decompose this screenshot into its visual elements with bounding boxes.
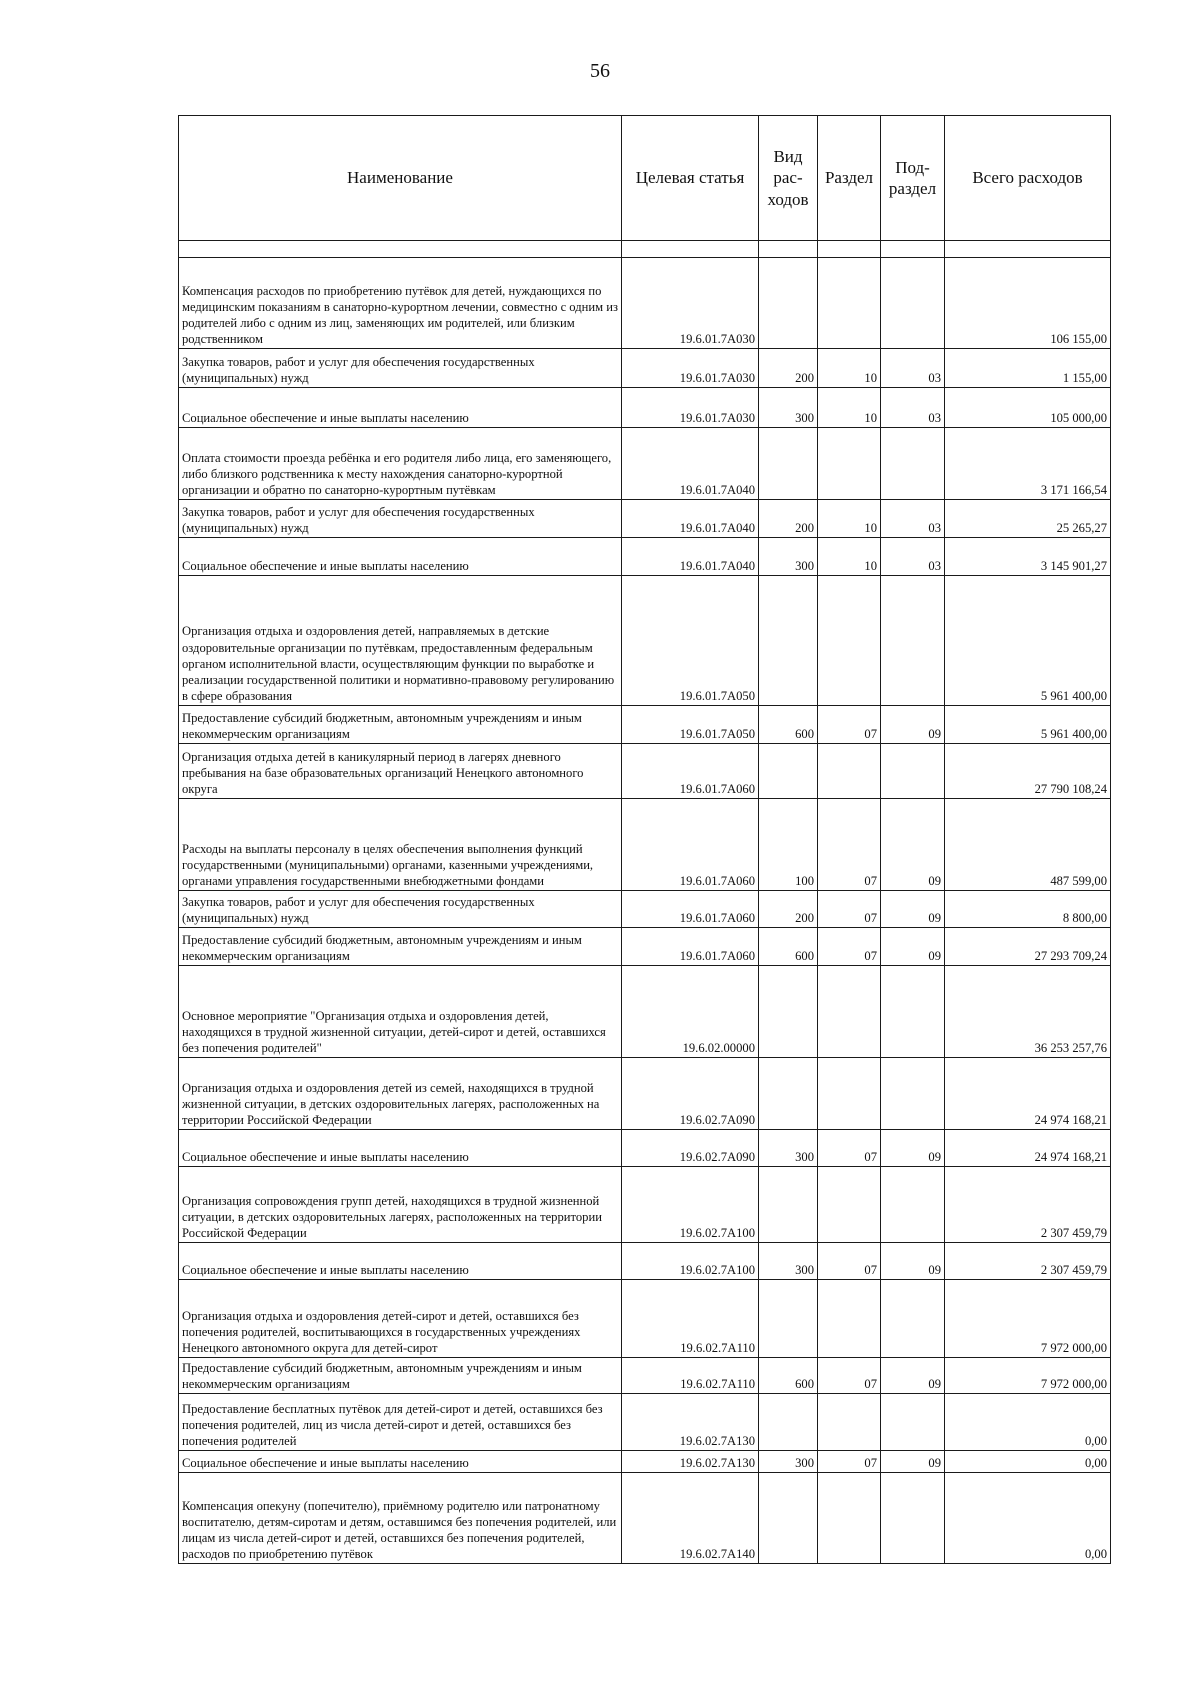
row-type: [759, 744, 818, 799]
table-row: [179, 966, 1111, 1058]
table-row: [179, 1243, 1111, 1280]
row-section: 07: [818, 1243, 881, 1280]
row-subsection: 03: [881, 538, 945, 576]
row-total: 24 974 168,21: [945, 1130, 1111, 1167]
row-total: 1 155,00: [945, 349, 1111, 388]
row-type: [759, 1394, 818, 1451]
row-code: 19.6.02.7А110: [622, 1358, 759, 1394]
row-section: 07: [818, 706, 881, 744]
row-section: [818, 1058, 881, 1130]
budget-table-body: [179, 258, 1111, 1564]
row-type: [759, 1058, 818, 1130]
row-total: 105 000,00: [945, 388, 1111, 428]
row-subsection: 09: [881, 1358, 945, 1394]
row-total: 36 253 257,76: [945, 966, 1111, 1058]
row-name: Организация сопровождения групп детей, находящихся в трудной жизненной ситуации, в детских оздоровительных лагерях, расположенных на территории Российской Федерации: [179, 1167, 622, 1243]
row-type: 200: [759, 349, 818, 388]
row-code: 19.6.01.7А050: [622, 576, 759, 706]
row-subsection: [881, 258, 945, 349]
header-row: [179, 116, 1111, 241]
row-subsection: [881, 1473, 945, 1564]
row-section: [818, 258, 881, 349]
header-type: [759, 116, 818, 241]
table-row: [179, 706, 1111, 744]
table-row: [179, 1280, 1111, 1358]
row-section: [818, 1280, 881, 1358]
row-type: 600: [759, 928, 818, 966]
row-type: 300: [759, 1451, 818, 1473]
table-row: [179, 576, 1111, 706]
row-section: 10: [818, 500, 881, 538]
row-name: Компенсация расходов по приобретению путёвок для детей, нуждающихся по медицинским показаниям в санаторно-курортном лечении, совместно с одним из родителей либо с одним из лиц, заменяющих им родителей, или близким родственником: [179, 258, 622, 349]
header-target: Целевая статья: [622, 116, 759, 241]
header-subsection: [881, 116, 945, 241]
row-subsection: 09: [881, 706, 945, 744]
row-total: 2 307 459,79: [945, 1243, 1111, 1280]
row-total: 27 293 709,24: [945, 928, 1111, 966]
row-name: Организация отдыха и оздоровления детей-сирот и детей, оставшихся без попечения родителей, воспитывающихся в государственных учреждениях Ненецкого автономного округа для детей-сирот: [179, 1280, 622, 1358]
row-subsection: 09: [881, 1451, 945, 1473]
row-name: Социальное обеспечение и иные выплаты населению: [179, 1130, 622, 1167]
row-type: [759, 1167, 818, 1243]
table-row: [179, 349, 1111, 388]
row-code: 19.6.02.7А130: [622, 1394, 759, 1451]
row-code: 19.6.02.7А090: [622, 1058, 759, 1130]
row-type: 200: [759, 500, 818, 538]
table-row: [179, 1394, 1111, 1451]
row-code: 19.6.01.7А030: [622, 349, 759, 388]
header-gap-row: [179, 241, 1111, 258]
row-subsection: 09: [881, 928, 945, 966]
row-total: 3 145 901,27: [945, 538, 1111, 576]
row-section: 07: [818, 928, 881, 966]
header-type-line1: Вид: [773, 147, 803, 167]
row-code: 19.6.01.7А040: [622, 500, 759, 538]
row-type: 600: [759, 706, 818, 744]
budget-table: [178, 115, 1111, 1564]
table-row: [179, 1473, 1111, 1564]
header-type-line2: рас-: [773, 168, 803, 188]
row-name: Закупка товаров, работ и услуг для обеспечения государственных (муниципальных) нужд: [179, 891, 622, 928]
table-row: [179, 538, 1111, 576]
header-subsection-line1: Под-: [895, 157, 930, 177]
row-code: 19.6.01.7А060: [622, 799, 759, 891]
table-row: [179, 1058, 1111, 1130]
row-subsection: [881, 1058, 945, 1130]
row-section: 07: [818, 1130, 881, 1167]
row-name: Компенсация опекуну (попечителю), приёмному родителю или патронатному воспитателю, детям-сиротам и детям, оставшимся без попечения родителей, или лицам из числа детей-сирот и детей, оставшихся без попечения родителей, расходов по приобретению путёвок: [179, 1473, 622, 1564]
row-subsection: [881, 1280, 945, 1358]
row-name: Основное мероприятие "Организация отдыха и оздоровления детей, находящихся в трудной жизненной ситуации, детей-сирот и детей, оставшихся без попечения родителей": [179, 966, 622, 1058]
table-row: [179, 388, 1111, 428]
header-type-line3: ходов: [767, 189, 809, 209]
row-type: 300: [759, 538, 818, 576]
table-row: [179, 428, 1111, 500]
row-name: Закупка товаров, работ и услуг для обеспечения государственных (муниципальных) нужд: [179, 349, 622, 388]
row-subsection: [881, 1167, 945, 1243]
row-subsection: 03: [881, 388, 945, 428]
table-row: [179, 1130, 1111, 1167]
row-type: 600: [759, 1358, 818, 1394]
row-code: 19.6.01.7А060: [622, 891, 759, 928]
row-section: [818, 1394, 881, 1451]
row-type: 300: [759, 388, 818, 428]
table-row: [179, 258, 1111, 349]
row-section: [818, 428, 881, 500]
row-section: [818, 1473, 881, 1564]
row-subsection: 09: [881, 1130, 945, 1167]
table-row: [179, 744, 1111, 799]
row-code: 19.6.01.7А060: [622, 928, 759, 966]
row-subsection: [881, 428, 945, 500]
row-section: 07: [818, 799, 881, 891]
row-total: 24 974 168,21: [945, 1058, 1111, 1130]
table-row: [179, 1167, 1111, 1243]
row-total: 3 171 166,54: [945, 428, 1111, 500]
row-name: Социальное обеспечение и иные выплаты населению: [179, 538, 622, 576]
row-total: 0,00: [945, 1451, 1111, 1473]
table-row: [179, 500, 1111, 538]
row-type: [759, 576, 818, 706]
row-total: 8 800,00: [945, 891, 1111, 928]
row-section: 07: [818, 891, 881, 928]
row-total: 0,00: [945, 1394, 1111, 1451]
table-row: [179, 891, 1111, 928]
row-code: 19.6.02.7А100: [622, 1167, 759, 1243]
row-subsection: 03: [881, 349, 945, 388]
row-type: [759, 258, 818, 349]
table-row: [179, 799, 1111, 891]
row-total: 7 972 000,00: [945, 1358, 1111, 1394]
table-row: [179, 1358, 1111, 1394]
row-section: 07: [818, 1451, 881, 1473]
row-section: 10: [818, 388, 881, 428]
row-code: 19.6.02.7А110: [622, 1280, 759, 1358]
row-section: 10: [818, 349, 881, 388]
row-code: 19.6.02.7А090: [622, 1130, 759, 1167]
row-total: 106 155,00: [945, 258, 1111, 349]
row-subsection: 09: [881, 891, 945, 928]
row-name: Социальное обеспечение и иные выплаты населению: [179, 1243, 622, 1280]
row-section: [818, 1167, 881, 1243]
page-number: 56: [590, 60, 610, 82]
row-name: Социальное обеспечение и иные выплаты населению: [179, 388, 622, 428]
row-subsection: 09: [881, 799, 945, 891]
row-type: 100: [759, 799, 818, 891]
row-section: [818, 576, 881, 706]
row-code: 19.6.01.7А030: [622, 258, 759, 349]
row-type: [759, 428, 818, 500]
row-total: 5 961 400,00: [945, 576, 1111, 706]
row-code: 19.6.02.7А130: [622, 1451, 759, 1473]
row-total: 27 790 108,24: [945, 744, 1111, 799]
row-section: 10: [818, 538, 881, 576]
row-name: Предоставление субсидий бюджетным, автономным учреждениям и иным некоммерческим организациям: [179, 928, 622, 966]
row-name: Предоставление субсидий бюджетным, автономным учреждениям и иным некоммерческим организациям: [179, 1358, 622, 1394]
row-name: Организация отдыха и оздоровления детей, направляемых в детские оздоровительные организации по путёвкам, предоставленным федеральным органом исполнительной власти, осуществляющим функции по выработке и реализации государственной политики и нормативно-правовому регулированию в сфере образования: [179, 576, 622, 706]
row-code: 19.6.02.7А140: [622, 1473, 759, 1564]
header-subsection-line2: раздел: [888, 179, 937, 198]
row-section: 07: [818, 1358, 881, 1394]
row-subsection: [881, 966, 945, 1058]
row-name: Оплата стоимости проезда ребёнка и его родителя либо лица, его заменяющего, либо близкого родственника к месту нахождения санаторно-курортной организации и обратно по санаторно-курортным путёвкам: [179, 428, 622, 500]
row-code: 19.6.01.7А040: [622, 538, 759, 576]
row-name: Социальное обеспечение и иные выплаты населению: [179, 1451, 622, 1473]
row-code: 19.6.01.7А060: [622, 744, 759, 799]
row-section: [818, 966, 881, 1058]
row-type: 300: [759, 1243, 818, 1280]
row-type: [759, 1473, 818, 1564]
row-type: 200: [759, 891, 818, 928]
header-total: Всего расходов: [945, 116, 1111, 241]
row-type: [759, 1280, 818, 1358]
row-subsection: [881, 1394, 945, 1451]
row-name: Организация отдыха и оздоровления детей из семей, находящихся в трудной жизненной ситуации, в детских оздоровительных лагерях, расположенных на территории Российской Федерации: [179, 1058, 622, 1130]
row-total: 5 961 400,00: [945, 706, 1111, 744]
row-total: 25 265,27: [945, 500, 1111, 538]
row-subsection: [881, 576, 945, 706]
row-section: [818, 744, 881, 799]
row-total: 0,00: [945, 1473, 1111, 1564]
row-type: 300: [759, 1130, 818, 1167]
header-section: Раздел: [818, 116, 881, 241]
row-code: 19.6.01.7А040: [622, 428, 759, 500]
row-total: 487 599,00: [945, 799, 1111, 891]
row-name: Предоставление бесплатных путёвок для детей-сирот и детей, оставшихся без попечения родителей, лиц из числа детей-сирот и детей, оставшихся без попечения родителей: [179, 1394, 622, 1451]
row-code: 19.6.01.7А030: [622, 388, 759, 428]
row-code: 19.6.02.7А100: [622, 1243, 759, 1280]
row-subsection: 09: [881, 1243, 945, 1280]
row-subsection: [881, 744, 945, 799]
table-row: [179, 928, 1111, 966]
row-code: 19.6.01.7А050: [622, 706, 759, 744]
table-row: [179, 1451, 1111, 1473]
row-name: Организация отдыха детей в каникулярный период в лагерях дневного пребывания на базе образовательных организаций Ненецкого автономного округа: [179, 744, 622, 799]
row-total: 2 307 459,79: [945, 1167, 1111, 1243]
row-code: 19.6.02.00000: [622, 966, 759, 1058]
row-name: Закупка товаров, работ и услуг для обеспечения государственных (муниципальных) нужд: [179, 500, 622, 538]
row-type: [759, 966, 818, 1058]
header-name: Наименование: [179, 116, 622, 241]
row-subsection: 03: [881, 500, 945, 538]
row-total: 7 972 000,00: [945, 1280, 1111, 1358]
row-name: Расходы на выплаты персоналу в целях обеспечения выполнения функций государственными (муниципальными) органами, казенными учреждениями, органами управления государственными внебюджетными фондами: [179, 799, 622, 891]
row-name: Предоставление субсидий бюджетным, автономным учреждениям и иным некоммерческим организациям: [179, 706, 622, 744]
